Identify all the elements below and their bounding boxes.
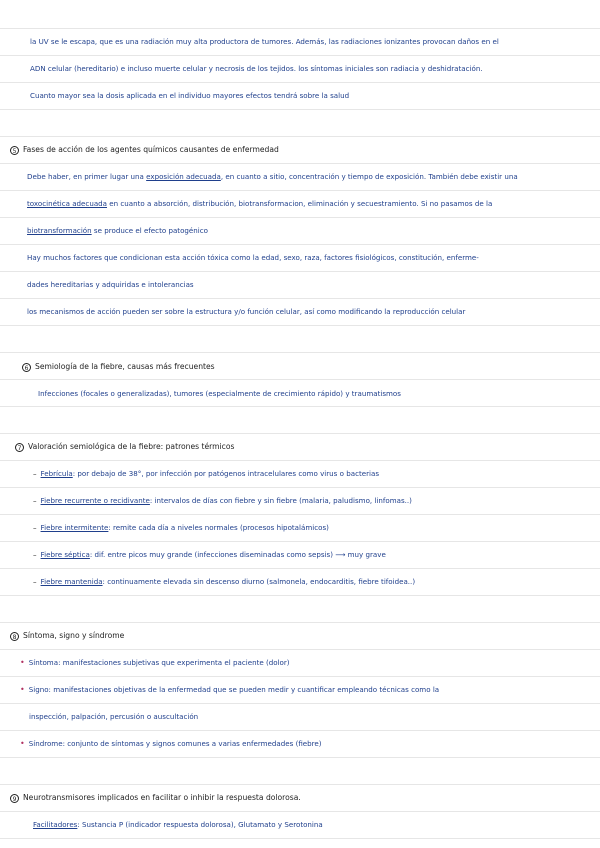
text-segment: Debe haber, en primer lugar una bbox=[27, 172, 144, 181]
highlight-text: toxocinética adecuada bbox=[27, 199, 108, 208]
definition-label: Síntoma bbox=[28, 658, 59, 667]
definition-text: : manifestaciones objetivas de la enfermedad que se pueden medir y cuantificar empleando técnicas como la bbox=[48, 685, 440, 694]
section-number: 6 bbox=[22, 363, 31, 372]
facilitators-text: : Sustancia P (indicador respuesta dolorosa), Glutamato y Serotonina bbox=[77, 820, 323, 829]
text-segment: , en cuanto a sitio, concentración y tiempo de exposición. También debe existir una bbox=[220, 172, 518, 181]
definition-item bbox=[0, 734, 600, 754]
pattern-item bbox=[0, 491, 600, 511]
dash-bullet: – bbox=[33, 469, 37, 478]
section-9-line bbox=[0, 815, 600, 835]
pattern-text: : por debajo de 38°, por infección por patógenos intracelulares como virus o bacterias bbox=[72, 469, 380, 478]
section-number: 7 bbox=[15, 443, 24, 452]
definition-text: : manifestaciones subjetivas que experimenta el paciente (dolor) bbox=[58, 658, 290, 667]
pattern-text: : continuamente elevada sin descenso diurno (salmonela, endocarditis, fiebre tifoidea..) bbox=[102, 577, 416, 586]
section-6-heading bbox=[0, 357, 600, 377]
dash-bullet: – bbox=[33, 496, 37, 505]
pattern-item bbox=[0, 572, 600, 592]
section-5-line-4: Hay muchos factores que condicionan esta acción tóxica como la edad, sexo, raza, factores fisiológicos, constitución, enferme- bbox=[27, 253, 479, 262]
section-5-line-1 bbox=[0, 167, 600, 187]
pattern-label: Fiebre séptica bbox=[40, 550, 90, 559]
section-9-heading bbox=[0, 788, 600, 808]
section-7-heading bbox=[0, 437, 600, 457]
bullet-dot: • bbox=[20, 658, 25, 667]
definition-text: : conjunto de síntomas y signos comunes a varias enfermedades (fiebre) bbox=[62, 739, 322, 748]
pattern-text: : intervalos de días con fiebre y sin fiebre (malaria, paludismo, linfomas..) bbox=[149, 496, 412, 505]
definition-continuation: inspección, palpación, percusión o auscultación bbox=[29, 712, 199, 721]
section-number: 5 bbox=[10, 146, 19, 155]
section-title: Síntoma, signo y síndrome bbox=[23, 631, 125, 640]
section-5-line-2 bbox=[0, 194, 600, 214]
definition-label: Signo bbox=[28, 685, 49, 694]
pattern-item bbox=[0, 464, 600, 484]
pattern-item bbox=[0, 545, 600, 565]
section-number: 9 bbox=[10, 794, 19, 803]
section-5-line-3 bbox=[0, 221, 600, 241]
highlight-text: biotransformación bbox=[27, 226, 92, 235]
section-title: Fases de acción de los agentes químicos causantes de enfermedad bbox=[23, 145, 279, 154]
bullet-dot: • bbox=[20, 739, 25, 748]
section-5-heading bbox=[0, 140, 600, 160]
section-5-line-5: dades hereditarias y adquiridas e intolerancias bbox=[27, 280, 194, 289]
intro-line-2: ADN celular (hereditario) e incluso muerte celular y necrosis de los tejidos. los síntomas iniciales son radiacia y deshidratación. bbox=[30, 64, 483, 73]
dash-bullet: – bbox=[33, 577, 37, 586]
section-number: 8 bbox=[10, 632, 19, 641]
intro-line-1: la UV se le escapa, que es una radiación muy alta productora de tumores. Además, las radiaciones ionizantes provocan daños en el bbox=[30, 37, 499, 46]
section-5-line-6: los mecanismos de acción pueden ser sobre la estructura y/o función celular, así como modificando la reproducción celular bbox=[27, 307, 466, 316]
text-segment: se produce el efecto patogénico bbox=[93, 226, 208, 235]
pattern-text: : remite cada día a niveles normales (procesos hipotalámicos) bbox=[108, 523, 329, 532]
pattern-label: Febrícula bbox=[40, 469, 73, 478]
definition-label: Síndrome bbox=[28, 739, 63, 748]
bullet-dot: • bbox=[20, 685, 25, 694]
pattern-item bbox=[0, 518, 600, 538]
dash-bullet: – bbox=[33, 550, 37, 559]
facilitators-label: Facilitadores bbox=[33, 820, 78, 829]
intro-line-3: Cuanto mayor sea la dosis aplicada en el individuo mayores efectos tendrá sobre la salud bbox=[30, 91, 350, 100]
section-title: Neurotransmisores implicados en facilitar o inhibir la respuesta dolorosa. bbox=[23, 793, 301, 802]
definition-item bbox=[0, 653, 600, 673]
section-title: Valoración semiológica de la fiebre: patrones térmicos bbox=[28, 442, 235, 451]
pattern-label: Fiebre mantenida bbox=[40, 577, 103, 586]
pattern-label: Fiebre recurrente o recidivante bbox=[40, 496, 150, 505]
pattern-text: : dif. entre picos muy grande (infecciones diseminadas como sepsis) ⟶ muy grave bbox=[89, 550, 386, 559]
highlight-text: exposición adecuada bbox=[146, 172, 221, 181]
section-title: Semiología de la fiebre, causas más frecuentes bbox=[35, 362, 215, 371]
text-segment: en cuanto a absorción, distribución, biotransformacion, eliminación y secuestramiento. Si no pasamos de la bbox=[109, 199, 493, 208]
section-8-heading bbox=[0, 626, 600, 646]
definition-item bbox=[0, 680, 600, 700]
section-6-line: Infecciones (focales o generalizadas), tumores (especialmente de crecimiento rápido) y traumatismos bbox=[38, 389, 401, 398]
dash-bullet: – bbox=[33, 523, 37, 532]
pattern-label: Fiebre intermitente bbox=[40, 523, 109, 532]
